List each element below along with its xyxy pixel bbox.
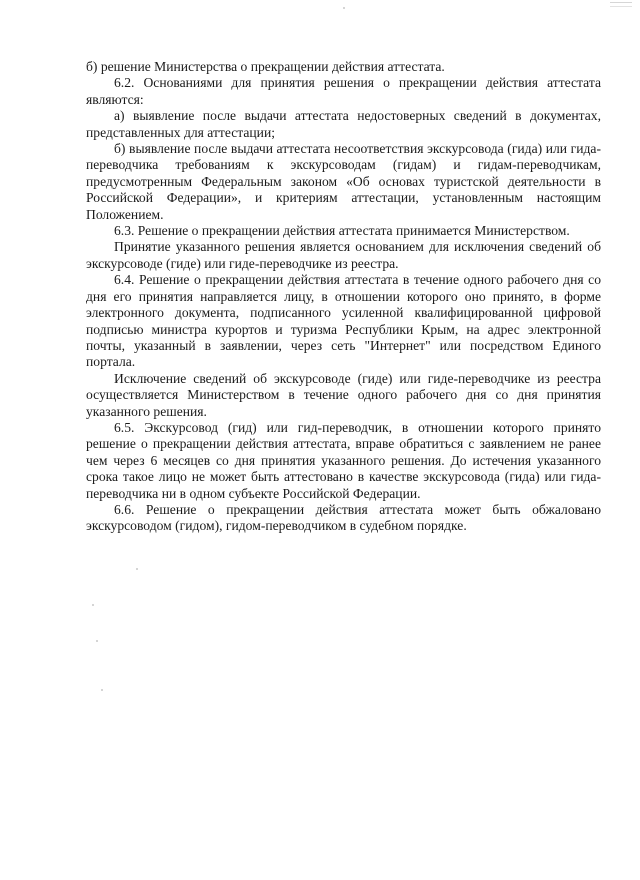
paragraph-6-2: 6.2. Основаниями для принятия решения о прекращении действия аттестата являются: — [86, 75, 601, 107]
scan-speck — [96, 640, 98, 642]
document-body — [86, 59, 601, 535]
paragraph-6-2-a: а) выявление после выдачи аттестата недостоверных сведений в документах, представленных для аттестации; — [86, 108, 601, 140]
paragraph-6-3-exclusion: Принятие указанного решения является основанием для исключения сведений об экскурсоводе (гиде) или гиде-переводчике из реестра. — [86, 239, 601, 271]
scan-speck — [101, 689, 103, 691]
paragraph-6-6: 6.6. Решение о прекращении действия аттестата может быть обжаловано экскурсоводом (гидом), гидом-переводчиком в судебном порядке. — [86, 501, 601, 534]
paragraph-1: б) решение Министерства о прекращении действия аттестата. — [86, 59, 445, 74]
paragraph-6-4: 6.4. Решение о прекращении действия аттестата в течение одного рабочего дня со дня его принятия направляется лицу, в отношении которого оно принято, в форме электронного документа, подписанного усиленной квалифицированной цифровой подписью министра курортов и туризма Республики Крым, на адрес электронной почты, указанный в заявлении, через сеть "Интернет" или посредством Единого портала. — [86, 272, 601, 370]
paragraph-6-4-exclusion: Исключение сведений об экскурсоводе (гиде) или гиде-переводчике из реестра осуществляется Министерством в течение одного рабочего дня со дня принятия указанного решения. — [86, 370, 601, 419]
scan-speck — [136, 568, 138, 570]
paragraph-6-5: 6.5. Экскурсовод (гид) или гид-переводчик, в отношении которого принято решение о прекращении действия аттестата, вправе обратиться с заявлением не ранее чем через 6 месяцев со дня принятия указанного решения. До истечения указанного срока такое лицо не может быть аттестовано в качестве экскурсовода (гида) или гида-переводчика ни в одном субъекте Российской Федерации. — [86, 419, 601, 501]
scan-speck — [343, 7, 345, 9]
paragraph-6-3: 6.3. Решение о прекращении действия аттестата принимается Министерством. — [114, 223, 570, 239]
scan-speck — [92, 604, 94, 606]
paragraph-6-2-b: б) выявление после выдачи аттестата несоответствия экскурсовода (гида) или гида-переводчика требованиям к экскурсоводам (гидам) и гидам-переводчикам, предусмотренным Федеральным законом «Об основах туристской деятельности в Российской Федерации», и критериям аттестации, установленным настоящим Положением. — [86, 141, 601, 222]
scan-artifact — [610, 2, 632, 7]
